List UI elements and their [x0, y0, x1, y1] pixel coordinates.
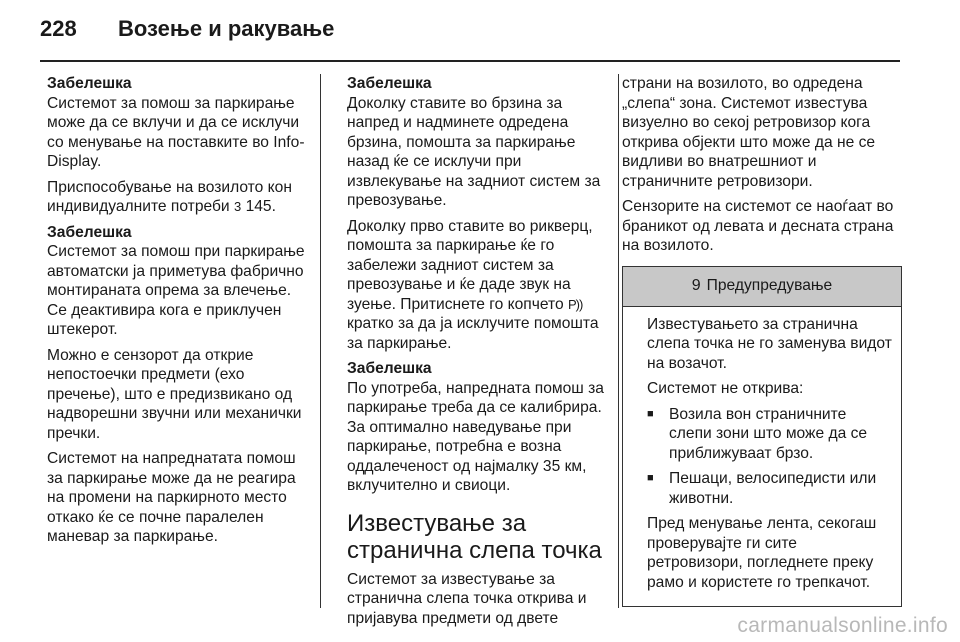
- paragraph-sensors: Сензорите на системот се наоѓаат во браникот од левата и десната страна на возилото.: [622, 198, 894, 254]
- note-text: Системот за помош при паркирање автоматски ја приметува фабрично монтираната опрема за влечење. Се деактивира кога е приклучен штекерот.: [47, 243, 305, 338]
- column-2: [347, 74, 609, 628]
- note-infodisplay: [47, 74, 313, 217]
- warning-text: Системот не открива:: [647, 380, 804, 397]
- paragraph-text: Доколку прво ставите во рикверц, помошта за паркирање ќе го забележи задниот систем за превозување и ќе даде звук на зуење. Притиснете го копчето: [347, 217, 593, 313]
- note-text-reference: [47, 178, 313, 217]
- note-towbar: [47, 223, 313, 340]
- warning-text: Известувањето за странична слепа точка не го заменува видот на возачот.: [647, 315, 892, 372]
- paragraph-parallel: Системот на напреднатата помош за паркирање може да не реагира на промени на паркирното место откако ќе се почне паралелен маневар за паркирање.: [47, 450, 296, 545]
- warning-header: [623, 267, 901, 307]
- paragraph-blindspot: страни на возилото, во одредена „слепа“ зона. Системот известува визуелно во секој ретровизор кога открива објекти што може да не се видливи во внатрешниот и страничните ретровизори.: [622, 75, 876, 190]
- reference-page[interactable]: 145.: [245, 198, 276, 215]
- reference-text: Приспособување на возилото кон индивидуалните потреби: [47, 178, 292, 215]
- note-speed: [347, 74, 609, 211]
- paragraph-text: кратко за да ја исклучите помошта за паркирање.: [347, 315, 599, 352]
- section-heading: Известување за странична слепа точка: [347, 509, 602, 564]
- note-title: Забелешка: [347, 360, 432, 377]
- warning-box: [622, 266, 902, 608]
- list-item-text: Возила вон страничните слепи зони што може да се приближуваат брзо.: [669, 405, 868, 462]
- park-assist-button-icon: P)): [567, 296, 583, 312]
- column-divider-1: [320, 74, 321, 608]
- warning-title: Предупредување: [706, 277, 833, 295]
- note-calibration: [347, 359, 609, 496]
- header-rule: [40, 60, 900, 62]
- column-3: [622, 74, 902, 607]
- list-item-text: Пешаци, велосипедисти или животни.: [669, 470, 877, 507]
- warning-body: [623, 307, 901, 607]
- bullet-square-icon: ■: [647, 472, 654, 484]
- column-divider-2: [618, 74, 619, 608]
- watermark: carmanualsonline.info: [737, 614, 948, 637]
- bullet-square-icon: ■: [647, 407, 654, 420]
- page-title: Возење и ракување: [118, 16, 335, 41]
- note-title: Забелешка: [47, 223, 132, 241]
- page-number: 228: [40, 16, 77, 41]
- paragraph-echo: Можно е сензорот да открие непостоечки предмети (ехо пречење), што е предизвикано од надворешни звучни или механички пречки.: [47, 346, 302, 442]
- page-reference-arrow-icon: 3: [233, 199, 242, 214]
- note-title: Забелешка: [47, 75, 132, 92]
- warning-text: Пред менување лента, секогаш проверувајте ги сите ретровизори, погледнете преку рамо и користете го трепкачот.: [647, 515, 877, 591]
- list-item: [647, 405, 893, 464]
- paragraph-reverse: [347, 217, 609, 354]
- warning-triangle-icon: 9: [691, 277, 701, 295]
- note-title: Забелешка: [347, 75, 432, 92]
- page-header: [40, 16, 334, 48]
- note-text: Доколку ставите во брзина за напред и надминете одредена брзина, помошта за паркирање назад ќе се исклучи при извлекување на задниот систем за превозување.: [347, 94, 601, 209]
- note-text: По употреба, напредната помош за паркирање треба да се калибрира. За оптимално наведување при паркирање, потребна е возна оддалеченост од најмалку 35 км, вклучително и свиоци.: [347, 379, 604, 494]
- section-text: Системот за известување за странична слепа точка открива и пријавува предмети од двете: [347, 570, 587, 627]
- list-item: [647, 469, 893, 508]
- column-1: [47, 74, 313, 553]
- note-text: Системот за помош за паркирање може да се вклучи и да се исклучи со менување на поставките во Info-Display.: [47, 94, 305, 170]
